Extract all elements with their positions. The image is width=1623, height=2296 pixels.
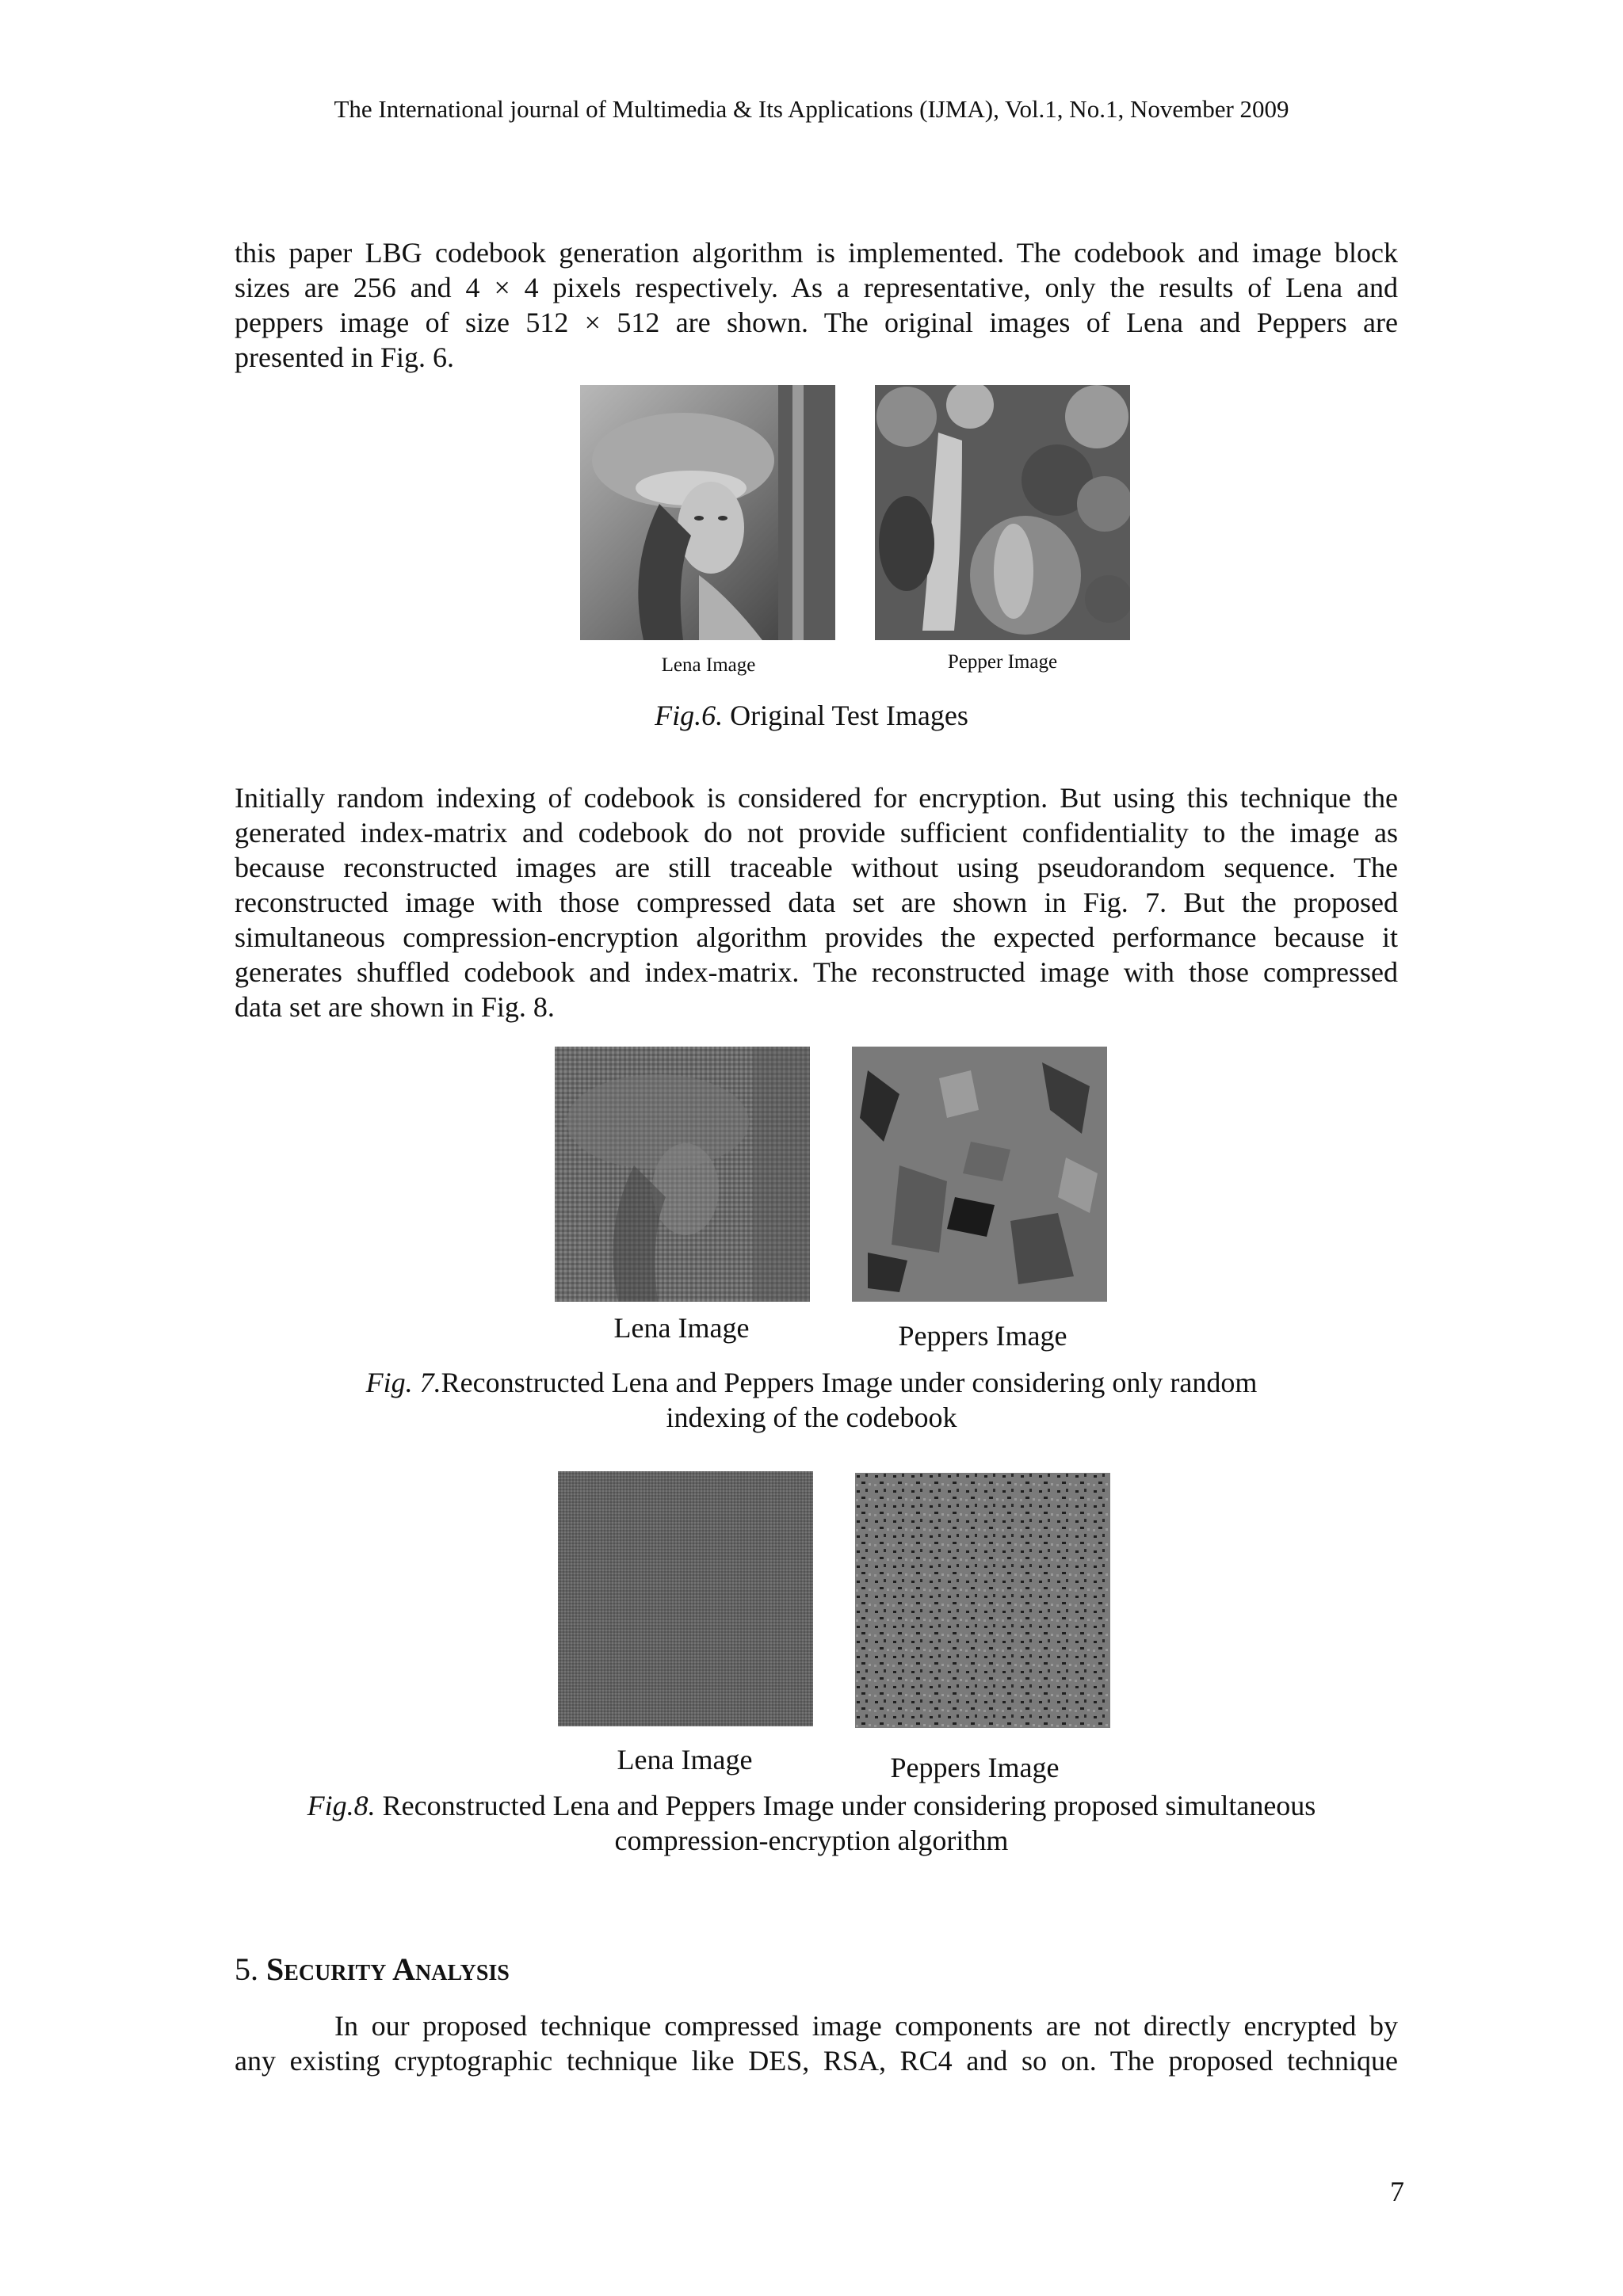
section-number: 5. — [235, 1951, 266, 1987]
text-line: this paper LBG codebook generation algorithm is implemented. The codebook and image block — [235, 237, 1398, 269]
text-line: any existing cryptographic technique like DES, RSA, RC4 and so on. The proposed technique — [235, 2045, 1398, 2077]
section-heading — [235, 1951, 510, 1988]
fig6-lena-label: Lena Image — [661, 654, 756, 676]
lena-encrypted-image — [558, 1471, 813, 1726]
paragraph-1 — [235, 235, 1398, 375]
fig7-caption-text: Reconstructed Lena and Peppers Image under considering only random — [441, 1367, 1258, 1398]
text-line: because reconstructed images are still traceable without using pseudorandom sequence. The — [235, 852, 1398, 883]
paragraph-2 — [235, 780, 1398, 1024]
fig7-caption — [0, 1365, 1623, 1435]
fig6-caption-prefix: Fig.6. — [655, 700, 724, 731]
fig7-peppers-label: Peppers Image — [898, 1320, 1067, 1352]
peppers-random-index-image — [852, 1047, 1107, 1302]
fig8-caption-line2: compression-encryption algorithm — [614, 1825, 1009, 1856]
peppers-encrypted-image — [855, 1473, 1110, 1728]
page-number: 7 — [1390, 2176, 1404, 2207]
fig6-caption-text: Original Test Images — [723, 700, 968, 731]
text-line: reconstructed image with those compressed data set are shown in Fig. 7. But the proposed — [235, 887, 1398, 918]
fig8-caption-line1 — [0, 1788, 1623, 1823]
peppers-original-image — [875, 385, 1130, 640]
fig7-caption-prefix: Fig. 7. — [365, 1367, 441, 1398]
paragraph-3 — [235, 2008, 1398, 2078]
text-line: sizes are 256 and 4 × 4 pixels respectively. As a representative, only the results of Lena and — [235, 272, 1398, 303]
text-line: Initially random indexing of codebook is considered for encryption. But using this technique the — [235, 782, 1398, 814]
fig8-peppers-label: Peppers Image — [890, 1752, 1060, 1783]
lena-original-image — [580, 385, 835, 640]
fig6-pepper-label: Pepper Image — [947, 651, 1058, 673]
text-line: generated index-matrix and codebook do not provide sufficient confidentiality to the image as — [235, 817, 1398, 849]
fig8-caption — [0, 1788, 1623, 1858]
text-line: presented in Fig. 6. — [235, 341, 454, 373]
fig8-caption-prefix: Fig.8. — [307, 1790, 376, 1821]
fig7-caption-line2: indexing of the codebook — [666, 1402, 957, 1433]
text-line: data set are shown in Fig. 8. — [235, 991, 555, 1023]
fig8-caption-text: Reconstructed Lena and Peppers Image under considering proposed simultaneous — [375, 1790, 1316, 1821]
fig7-caption-line1 — [0, 1365, 1623, 1400]
text-line: In our proposed technique compressed image components are not directly encrypted by — [334, 2010, 1398, 2042]
text-line: peppers image of size 512 × 512 are shown. The original images of Lena and Peppers are — [235, 307, 1398, 338]
fig6-caption — [0, 698, 1623, 733]
fig7-lena-label: Lena Image — [613, 1312, 750, 1344]
text-line: simultaneous compression-encryption algorithm provides the expected performance because it — [235, 921, 1398, 953]
fig8-lena-label: Lena Image — [617, 1744, 753, 1775]
section-title: Security Analysis — [266, 1951, 510, 1987]
running-header: The International journal of Multimedia & Its Applications (IJMA), Vol.1, No.1, November 2009 — [334, 95, 1289, 123]
text-line: generates shuffled codebook and index-matrix. The reconstructed image with those compressed — [235, 956, 1398, 988]
lena-random-index-image — [555, 1047, 810, 1302]
